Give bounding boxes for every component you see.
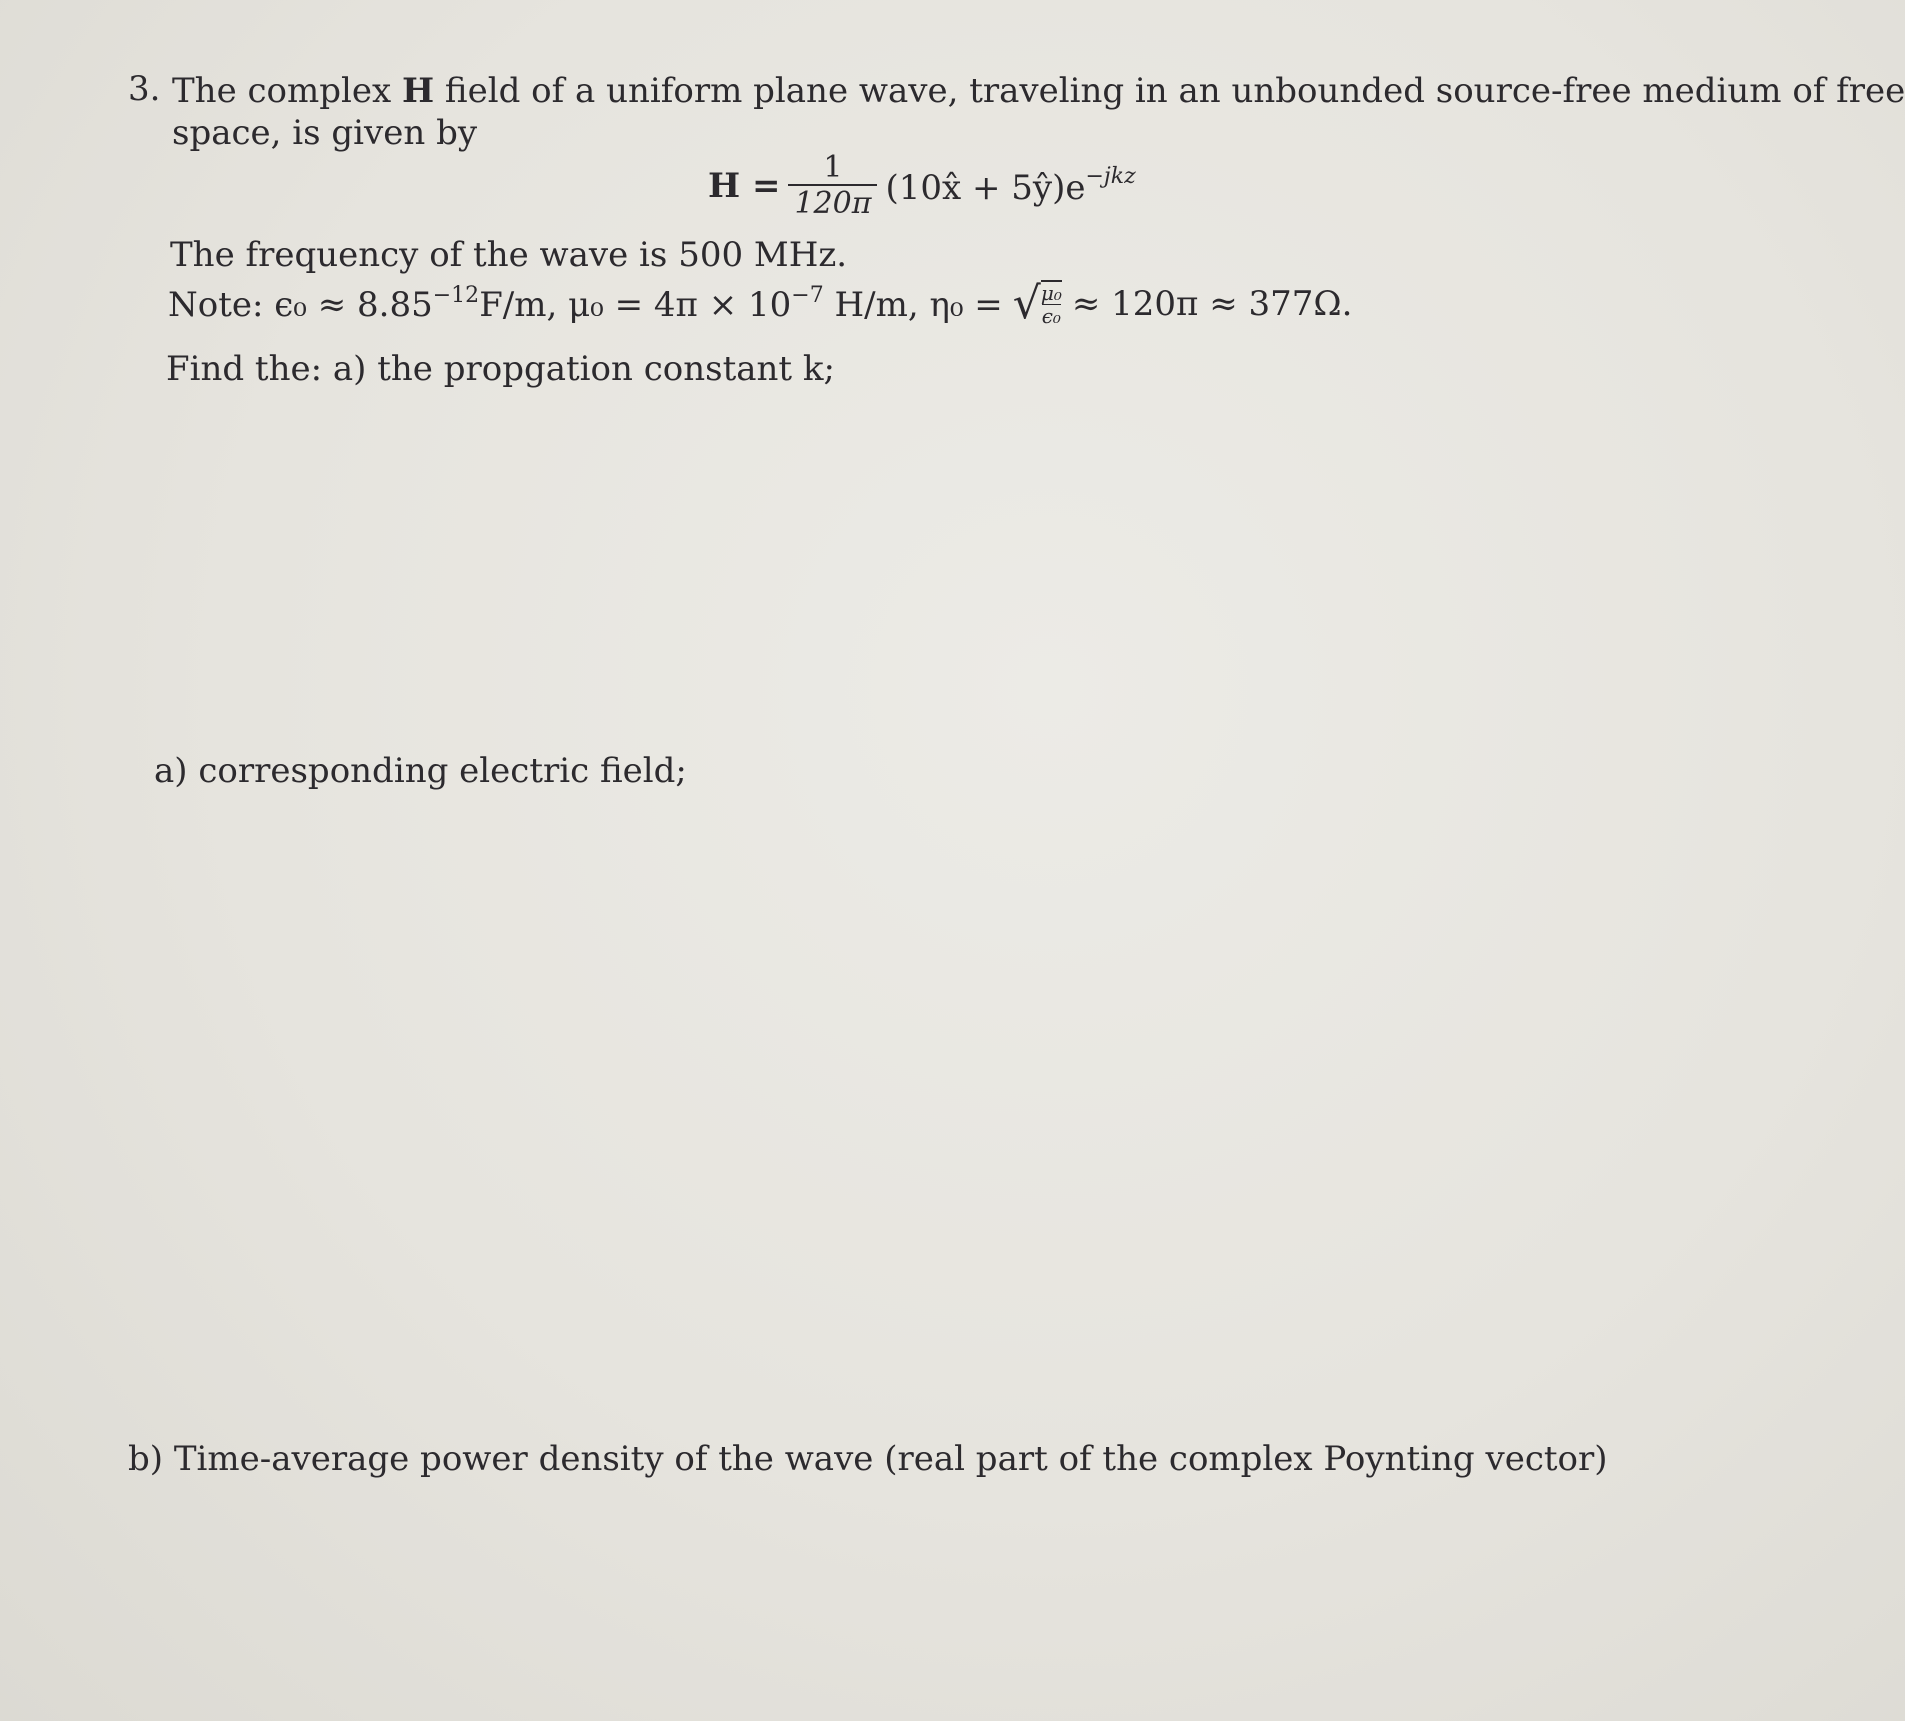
impedance-value: ≈ 120π ≈ 377Ω. — [1071, 283, 1353, 324]
equation-rhs: (10x̂ + $5ŷ)e^{-jkz}$ — [885, 163, 1136, 208]
equation-numerator: 1 — [823, 150, 843, 185]
equation-lhs: H = — [708, 165, 781, 206]
frequency-statement: The frequency of the wave is 500 MHz. — [170, 235, 848, 275]
equation-denominator: 120π — [788, 184, 877, 220]
radical-sign-icon: √ — [1012, 277, 1041, 329]
find-prompt: Find the: a) the propgation constant k; — [166, 349, 835, 389]
problem-number: 3. — [128, 69, 161, 109]
constants-note: Note: $\epsilon_0 \approx 8.85^{-12}F/m$, $\mu_0 = 4\pi \times 10^{-7}$ H/m, η₀ = √ $\frac{\text{μ₀}}{\text{ϵ₀}}$ ≈ 120π ≈ 377Ω. — [168, 277, 1353, 329]
question-b: b) Time-average power density of the wave (real part of the complex Poynting vector) — [128, 1439, 1608, 1479]
equation-exponent: −jkz — [1085, 163, 1136, 189]
question-a: a) corresponding electric field; — [154, 751, 687, 791]
equation-fraction — [788, 152, 877, 219]
problem-intro-line-1: The complex H field of a uniform plane wave, traveling in an unbounded source-free medium of free — [172, 71, 1905, 111]
problem-intro-line-2: space, is given by — [172, 113, 478, 153]
sqrt-numerator: μ₀ — [1040, 281, 1062, 305]
h-field-symbol: H — [402, 71, 435, 111]
square-root-expression — [1012, 277, 1062, 329]
h-field-equation — [708, 152, 1136, 219]
sqrt-denominator: ϵ₀ — [1041, 304, 1061, 328]
